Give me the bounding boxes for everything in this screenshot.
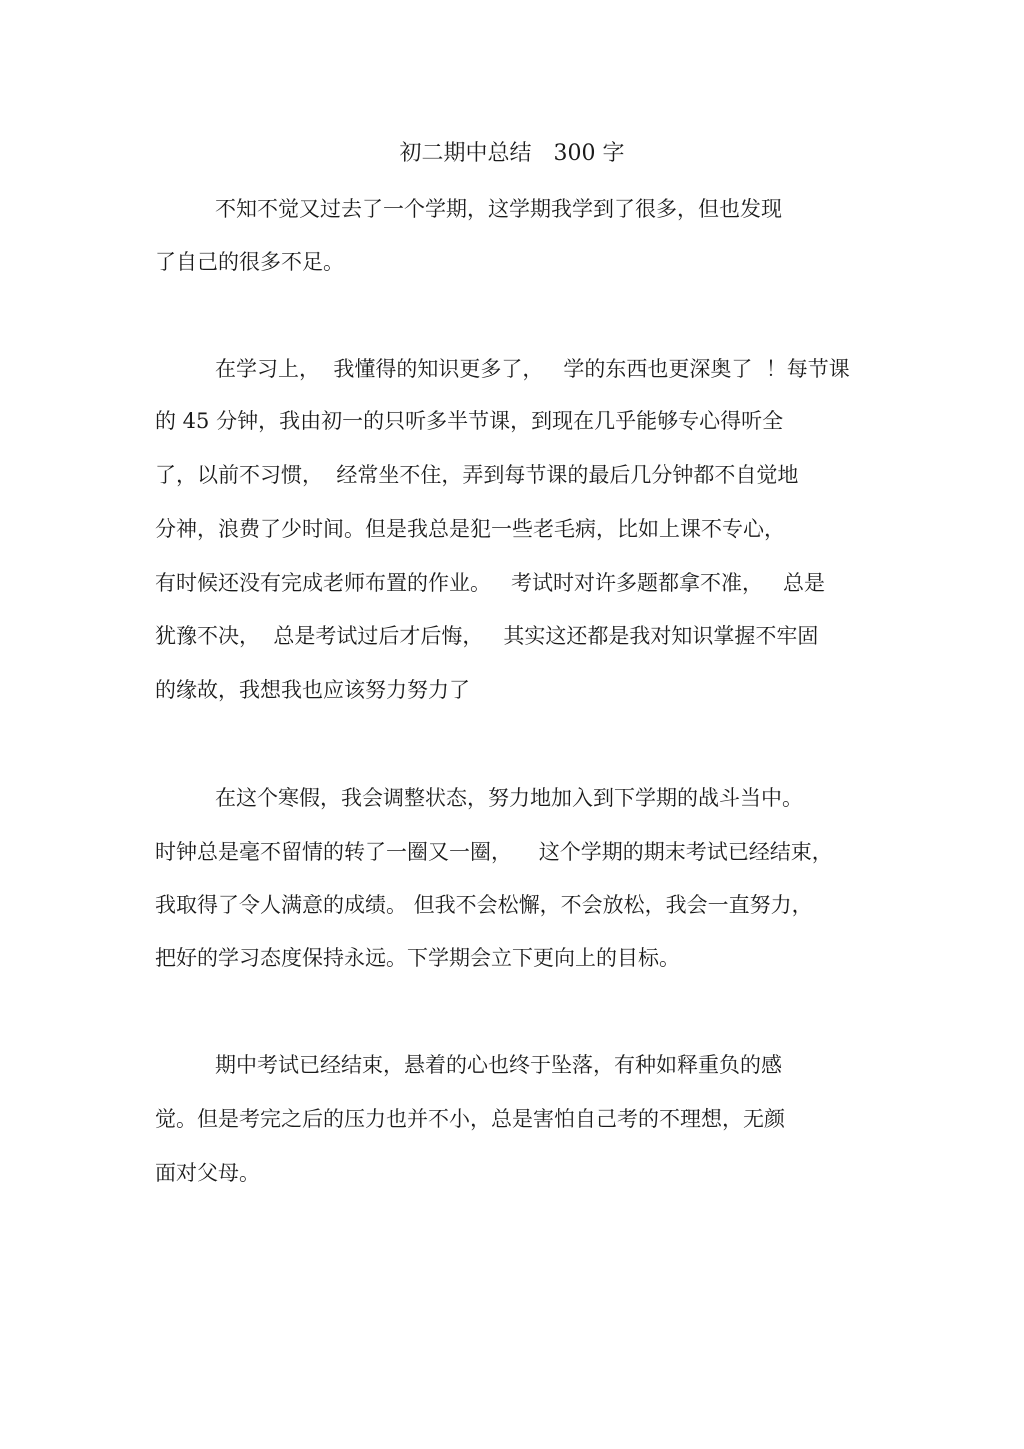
paragraph-line: 了自己的很多不足。 (155, 250, 344, 274)
paragraph-line: 不知不觉又过去了一个学期，这学期我学到了很多，但也发现 (215, 197, 782, 221)
paragraph-line: 在这个寒假，我会调整状态，努力地加入到下学期的战斗当中。 (215, 786, 803, 810)
paragraph-line: 把好的学习态度保持永远。下学期会立下更向上的目标。 (155, 946, 680, 970)
paragraph-line: 犹豫不决， 总是考试过后才后悔， 其实这还都是我对知识掌握不牢固 (155, 624, 819, 648)
paragraph-line: 有时候还没有完成老师布置的作业。 考试时对许多题都拿不准， 总是 (155, 571, 826, 595)
paragraph-line: 了，以前不习惯， 经常坐不住，弄到每节课的最后几分钟都不自觉地 (155, 463, 799, 487)
paragraph-line: 我取得了令人满意的成绩。 但我不会松懈，不会放松，我会一直努力， (155, 893, 813, 917)
paragraph-line: 在学习上， 我懂得的知识更多了， 学的东西也更深奥了 ！每节课 (215, 357, 850, 381)
paragraph-line: 分神，浪费了少时间。但是我总是犯一些老毛病，比如上课不专心， (155, 517, 785, 541)
paragraph-line: 面对父母。 (155, 1161, 260, 1185)
paragraph-line: 期中考试已经结束，悬着的心也终于坠落，有种如释重负的感 (215, 1053, 782, 1077)
paragraph-line: 的缘故，我想我也应该努力努力了 (155, 678, 470, 702)
document-title: 初二期中总结 300 字 (399, 141, 625, 166)
paragraph-line: 觉。但是考完之后的压力也并不小，总是害怕自己考的不理想，无颜 (155, 1107, 785, 1131)
paragraph-line: 的 45 分钟，我由初一的只听多半节课，到现在几乎能够专心得听全 (155, 409, 784, 433)
paragraph-line: 时钟总是毫不留情的转了一圈又一圈， 这个学期的期末考试已经结束， (155, 840, 833, 864)
